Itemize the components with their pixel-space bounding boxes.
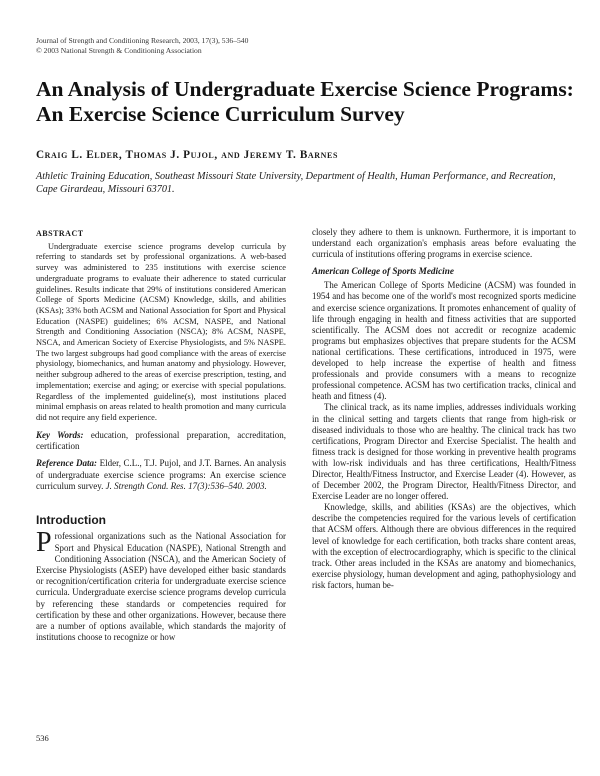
abstract-heading: ABSTRACT: [36, 229, 84, 238]
page-number: 536: [36, 733, 49, 743]
keywords-text: education, professional preparation, accreditation, certification: [36, 429, 286, 452]
reference-journal: J. Strength Cond. Res. 17(3):536–540. 2003.: [105, 481, 267, 492]
left-column: [36, 229, 286, 643]
right-column: [312, 227, 576, 591]
acsm-paragraph-3: Knowledge, skills, and abilities (KSAs) are the objectives, which describe the competencies required for the various levels of certification that ACSM offers. Although there are obvious differences in the required level of knowledge for each certification, both tracks share content areas, with the exception of electrocardiography, which is specific to the clinical track. Other areas included in the KSAs are anatomy and biomechanics, exercise physiology, human development and aging, pathophysiology and risk factors, human be-: [312, 502, 576, 590]
section-heading-acsm: American College of Sports Medicine: [312, 266, 454, 277]
reference-label: Reference Data:: [36, 458, 98, 469]
introduction-heading: Introduction: [36, 512, 106, 527]
copyright-line: © 2003 National Strength & Conditioning Association: [36, 46, 202, 55]
keywords-label: Key Words:: [36, 429, 84, 440]
keywords: [36, 430, 286, 453]
introduction-paragraph: [36, 527, 286, 643]
article-affiliation: Athletic Training Education, Southeast Missouri State University, Department of Health, Human Performance, and Recreation, Cape Girardeau, Missouri 63701.: [36, 171, 556, 195]
article-authors: Craig L. Elder, Thomas J. Pujol, and Jeremy T. Barnes: [36, 149, 339, 161]
continuation-paragraph: closely they adhere to them is unknown. Furthermore, it is important to understand each organization's emphasis areas before evaluating the curricula of institutions offering programs in exercise science.: [312, 227, 576, 260]
acsm-paragraph-2: The clinical track, as its name implies, addresses individuals working in the clinical setting and targets clients that range from high-risk or diseased individuals to those who are healthy. The clinical track has two certifications, Program Director and Exercise Specialist. The health and fitness track is designed for those working in preventive health programs with low-risk individuals and has three certifications, Health/Fitness Director, Health/Fitness Instructor, and Exercise Leader (4). However, as of December 2002, the Program Director, Health/Fitness Director, and Exercise Leader are no longer offered.: [312, 402, 576, 502]
journal-header: [36, 36, 248, 56]
reference-text: Elder, C.L., T.J. Pujol, and J.T. Barnes. An analysis of undergraduate exercise science programs: An exercise science curriculum survey.: [36, 458, 287, 492]
article-title: An Analysis of Undergraduate Exercise Science Programs: An Exercise Science Curriculum Survey: [36, 77, 574, 126]
journal-citation-line: Journal of Strength and Conditioning Research, 2003, 17(3), 536–540: [36, 36, 249, 45]
introduction-text: rofessional organizations such as the National Association for Sport and Physical Education (NASPE), National Strength and Conditioning Association (NSCA), and the American Society of Exercise Physiologists (ASEP) have developed either basic standards or recognition/certification criteria for undergraduate exercise science curricula. Undergraduate exercise science programs develop curricula by referencing these standards or competencies required for certification by these and other organizations. However, because there are a number of options available, which standards the majority of institutions choose to recognize or how: [36, 531, 286, 643]
reference-data: [36, 458, 286, 492]
abstract-text: Undergraduate exercise science programs develop curricula by referring to standards set by professional organizations. A web-based survey was administered to 235 institutions with exercise science undergraduate programs to evaluate their adherence to stated curricular guidelines. Results indicate that 29% of institutions considered American College of Sports Medicine (ACSM) Knowledge, skills, and abilities (KSAs); 33% both ACSM and National Association for Sport and Physical Education (NASPE) guidelines; 6% ACSM, NASPE, and National Strength and Conditioning Association (NSCA); 8% ACSM, NASPE, NSCA, and American Society of Exercise Physiologists, and 5% NASPE. The two largest subgroups had good compliance with the areas of exercise physiology, biomechanics, and human anatomy and physiology. However, neither subgroup adhered to the areas of exercise prescription, testing, and implementation; exercise and aging; or exercise with special populations. Regardless of the implemented guideline(s), most institutions placed minimal emphasis on areas related to health promotion and many curricula did not require any field experience.: [36, 241, 286, 422]
drop-cap: P: [36, 527, 52, 559]
acsm-paragraph-1: The American College of Sports Medicine (ACSM) was founded in 1954 and has become one of the world's most recognized sports medicine and exercise science organizations. It promotes enhancement of quality of life through engaging in health and fitness activities that are supported scientifically. The ACSM does not accredit or recognize academic programs but emphasizes objectives that prepare students for the ACSM national certifications. These certifications, introduced in 1975, were developed to help increase the expertise of health and fitness professionals and provide consumers with a means to recognize professional competence. ACSM has two certification tracks, clinical and heath and fitness (4).: [312, 280, 576, 402]
